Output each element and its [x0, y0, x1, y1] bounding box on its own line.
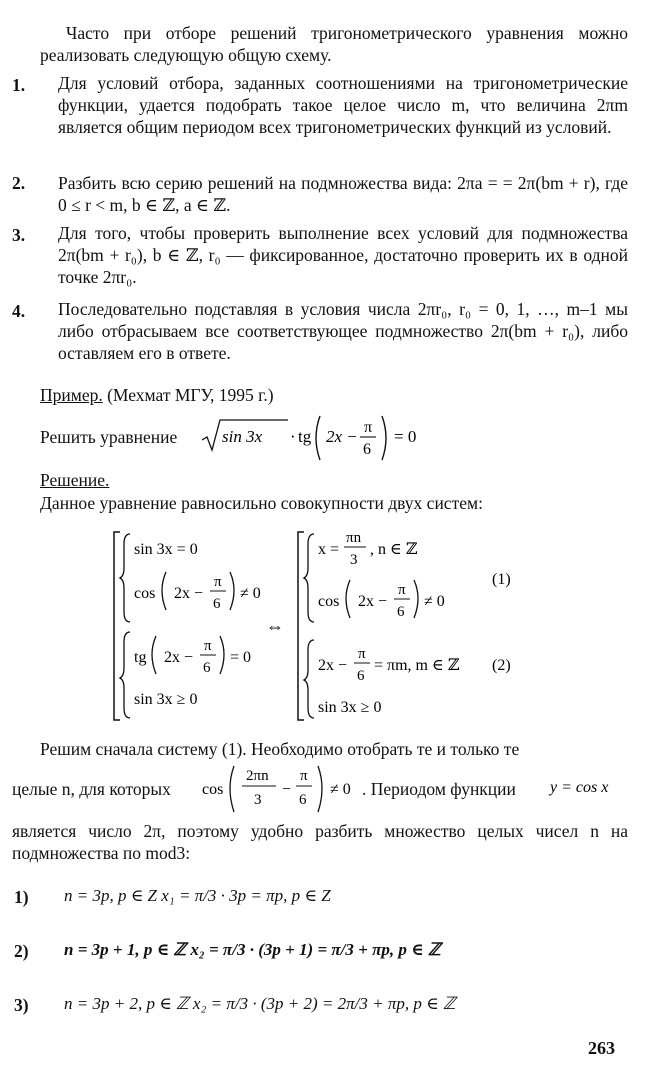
svg-text:tg: tg: [134, 649, 147, 666]
intro-paragraph: Часто при отборе решений тригонометрического уравнения можно реализовать следующую общую схему.: [40, 23, 628, 65]
step-3-number: 3.: [12, 225, 26, 245]
svg-text:2x −: 2x −: [174, 585, 204, 602]
svg-text:π: π: [204, 638, 212, 654]
step-2-text: Разбить всю серию решений на подмножества вида: 2πa = = 2π(bm + r), где 0 ≤ r < m, b ∈ ℤ, a ∈ ℤ.: [58, 173, 628, 215]
task-equation: [200, 410, 420, 466]
step-1-number: 1.: [12, 75, 26, 95]
svg-text:2x −: 2x −: [358, 593, 388, 610]
svg-text:= 0: = 0: [394, 427, 417, 446]
svg-text:π: π: [398, 582, 406, 598]
step-2-number: 2.: [12, 173, 26, 193]
after-system-line-2a: целые n, для которых: [12, 779, 171, 799]
svg-text:cos: cos: [202, 781, 224, 798]
solution-intro: Данное уравнение равносильно совокупности двух систем:: [40, 493, 483, 513]
step-1-text: Для условий отбора, заданных соотношениями на тригонометрические функции, удается подобрать такое целое число m, что величина 2πm является общим периодом всех тригонометрических функций из условий.: [58, 73, 628, 137]
case-1-number: 1): [14, 887, 29, 907]
case-2-number: 2): [14, 941, 29, 961]
svg-text:, n ∈ ℤ: , n ∈ ℤ: [370, 541, 418, 558]
after-system-line-1: Решим сначала систему (1). Необходимо отобрать те и только те: [40, 739, 520, 759]
page-number: 263: [588, 1038, 615, 1058]
system-2-label: (2): [492, 657, 511, 674]
svg-text:2x −: 2x −: [318, 657, 348, 674]
after-system-line-2b: . Периодом функции: [362, 779, 516, 799]
svg-text:6: 6: [213, 596, 221, 612]
svg-text:π: π: [364, 419, 373, 436]
svg-text:3: 3: [350, 552, 358, 568]
svg-text:π: π: [358, 646, 366, 662]
case-1-expression: n = 3p, p ∈ Z x₁ = π/3 · 3p = πp, p ∈ Z: [64, 886, 331, 905]
svg-text:−: −: [282, 781, 292, 798]
case-3-expression: n = 3p + 2, p ∈ ℤ x₂ = π/3 · (3p + 2) = 2π/3 + πp, p ∈ ℤ: [64, 994, 456, 1013]
cos-function: [548, 772, 638, 800]
svg-text:≠ 0: ≠ 0: [240, 585, 261, 602]
svg-text:πn: πn: [346, 530, 362, 546]
case-2-expression: n = 3p + 1, p ∈ ℤ x₂ = π/3 · (3p + 1) = π/3 + πp, p ∈ ℤ: [64, 940, 441, 959]
svg-text:cos: cos: [134, 585, 156, 602]
example-source: (Мехмат МГУ, 1995 г.): [107, 385, 274, 405]
equivalent-systems: [110, 528, 540, 728]
svg-text:π: π: [214, 574, 222, 590]
system-1-label: (1): [492, 571, 511, 588]
svg-text:6: 6: [397, 604, 405, 620]
svg-text:sin 3x: sin 3x: [222, 427, 263, 446]
step-4-text: Последовательно подставляя в условия числа 2πr₀, r₀ = 0, 1, …, m–1 мы либо отбрасываем все соответствующее подмножество 2π(bm + r₀), либо оставляем его в ответе.: [58, 299, 628, 363]
svg-text:= 0: = 0: [230, 649, 252, 666]
svg-text:6: 6: [299, 792, 307, 808]
svg-text:6: 6: [203, 660, 211, 676]
svg-text:·: ·: [290, 427, 296, 446]
svg-text:2x −: 2x −: [164, 649, 194, 666]
after-system-line-3: является число 2π, поэтому удобно разбить множество целых чисел n на подмножества по mod3:: [12, 821, 628, 863]
task-text: Решить уравнение: [40, 427, 178, 447]
svg-text:sin 3x = 0: sin 3x = 0: [134, 541, 198, 558]
cos-condition: [200, 758, 360, 816]
svg-text:6: 6: [357, 668, 365, 684]
svg-text:⇔: ⇔: [266, 616, 284, 636]
svg-text:π: π: [300, 768, 308, 784]
svg-text:2πn: 2πn: [246, 768, 269, 784]
svg-text:cos: cos: [318, 593, 340, 610]
example-heading: [40, 384, 600, 406]
svg-text:6: 6: [363, 441, 371, 458]
solution-label: Решение.: [40, 470, 110, 490]
example-label: Пример.: [40, 385, 103, 405]
svg-text:tg: tg: [298, 427, 312, 446]
svg-text:= πm, m ∈ ℤ: = πm, m ∈ ℤ: [374, 657, 460, 674]
svg-text:sin 3x ≥ 0: sin 3x ≥ 0: [318, 699, 382, 716]
case-3-number: 3): [14, 995, 29, 1015]
svg-text:≠ 0: ≠ 0: [424, 593, 445, 610]
step-4-number: 4.: [12, 301, 26, 321]
svg-text:2x −: 2x −: [326, 427, 358, 446]
svg-text:≠ 0: ≠ 0: [330, 781, 351, 798]
svg-text:x =: x =: [318, 541, 340, 558]
svg-text:y = cos x: y = cos x: [550, 779, 609, 796]
svg-text:sin 3x ≥ 0: sin 3x ≥ 0: [134, 691, 198, 708]
step-3-text: Для того, чтобы проверить выполнение всех условий для подмножества 2π(bm + r₀), b ∈ ℤ, r₀ — фиксированное, достаточно проверить их в одной точке 2πr₀.: [58, 223, 628, 287]
svg-text:3: 3: [254, 792, 262, 808]
